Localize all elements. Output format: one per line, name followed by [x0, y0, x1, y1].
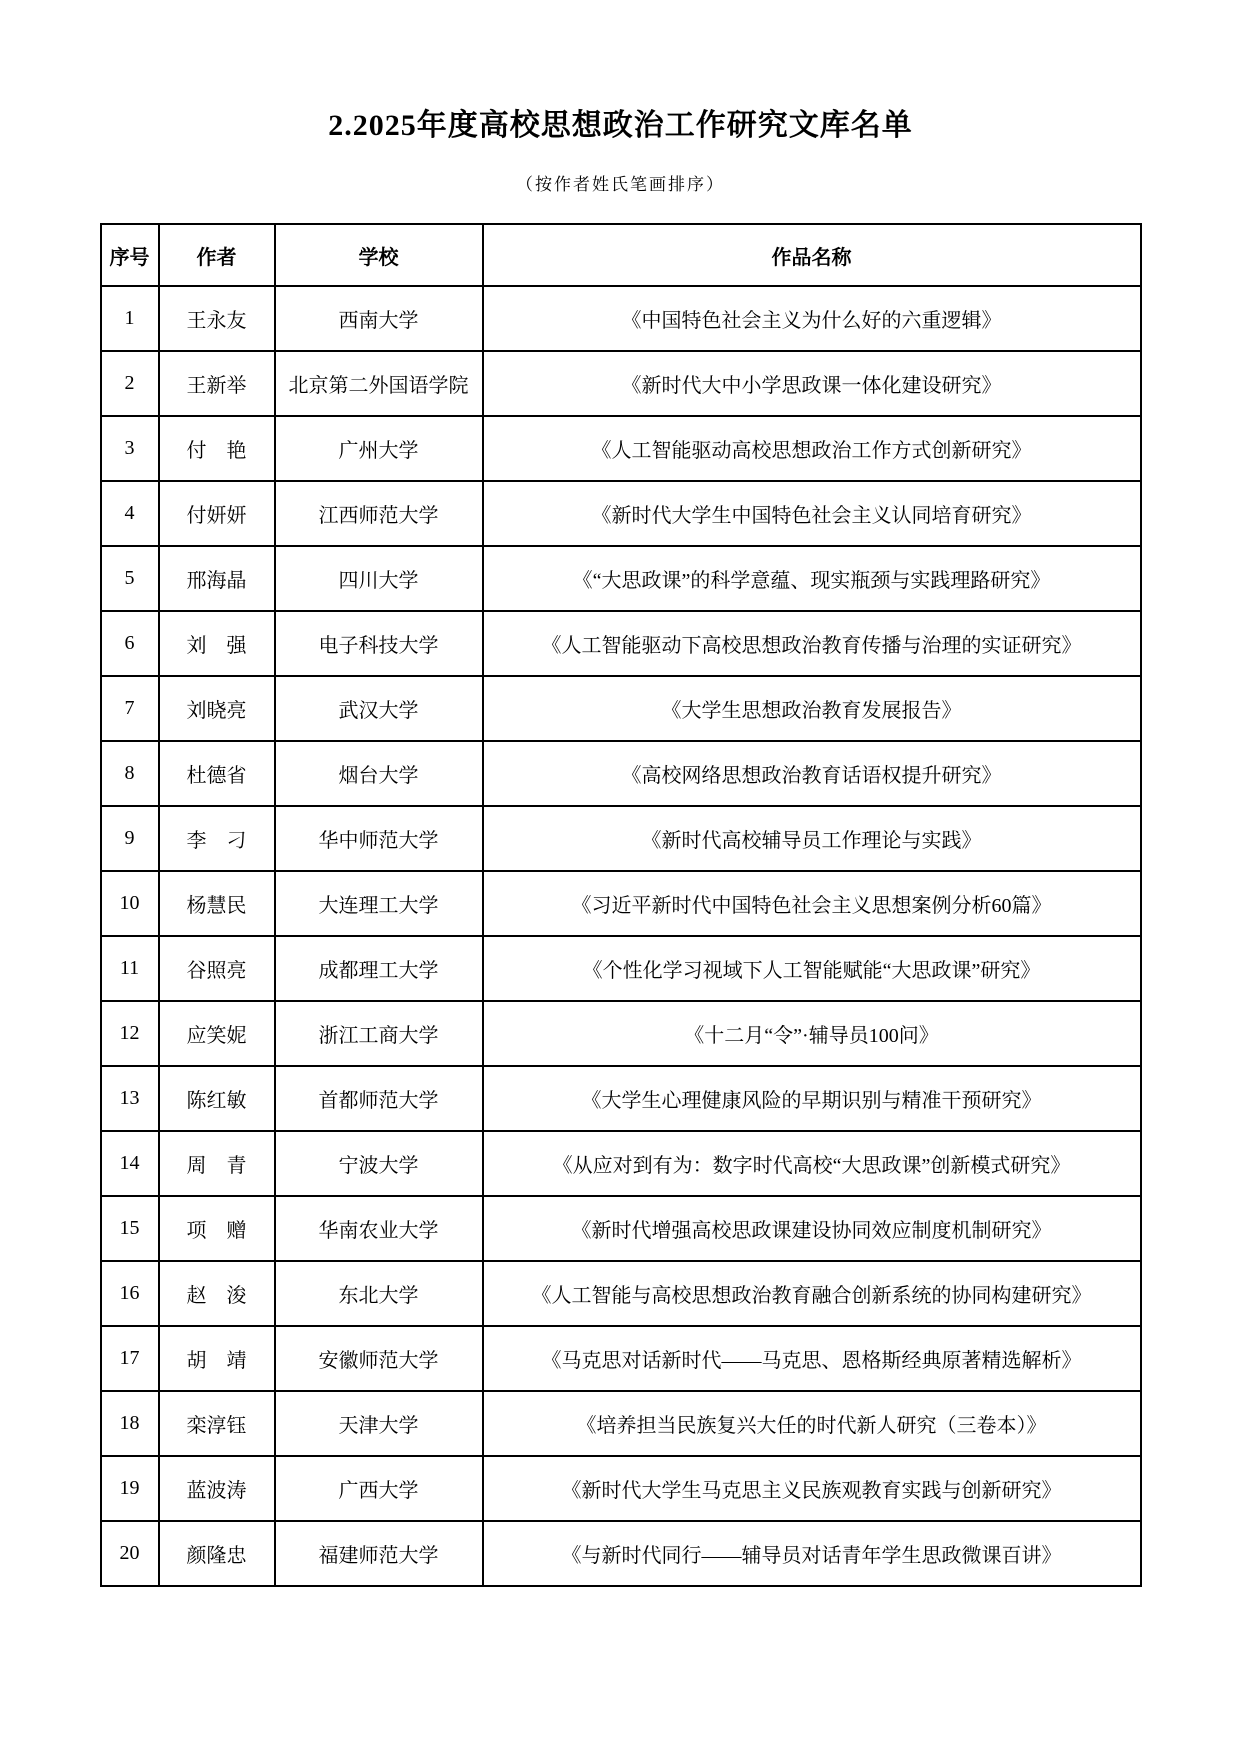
table-row — [101, 1456, 1141, 1521]
work-cell: 《大学生心理健康风险的早期识别与精准干预研究》 — [483, 1066, 1141, 1131]
row-number-cell: 15 — [101, 1196, 159, 1261]
row-number-cell: 3 — [101, 416, 159, 481]
school-cell: 广州大学 — [275, 416, 483, 481]
work-cell: 《人工智能与高校思想政治教育融合创新系统的协同构建研究》 — [483, 1261, 1141, 1326]
school-cell: 四川大学 — [275, 546, 483, 611]
table-row — [101, 546, 1141, 611]
table-row — [101, 416, 1141, 481]
table-row — [101, 936, 1141, 1001]
school-cell: 江西师范大学 — [275, 481, 483, 546]
author-cell: 李 刁 — [159, 806, 275, 871]
work-cell: 《习近平新时代中国特色社会主义思想案例分析60篇》 — [483, 871, 1141, 936]
table-row — [101, 1131, 1141, 1196]
school-cell: 华中师范大学 — [275, 806, 483, 871]
table-row — [101, 1326, 1141, 1391]
table-row — [101, 1391, 1141, 1456]
row-number-cell: 1 — [101, 286, 159, 351]
author-cell: 项 赠 — [159, 1196, 275, 1261]
table-row — [101, 351, 1141, 416]
school-cell: 首都师范大学 — [275, 1066, 483, 1131]
author-cell: 刘 强 — [159, 611, 275, 676]
table-row — [101, 871, 1141, 936]
school-cell: 天津大学 — [275, 1391, 483, 1456]
table-row — [101, 1001, 1141, 1066]
table-row — [101, 611, 1141, 676]
author-cell: 付妍妍 — [159, 481, 275, 546]
row-number-cell: 8 — [101, 741, 159, 806]
row-number-cell: 11 — [101, 936, 159, 1001]
school-cell: 宁波大学 — [275, 1131, 483, 1196]
row-number-cell: 14 — [101, 1131, 159, 1196]
work-cell: 《新时代大学生中国特色社会主义认同培育研究》 — [483, 481, 1141, 546]
work-cell: 《新时代高校辅导员工作理论与实践》 — [483, 806, 1141, 871]
row-number-cell: 10 — [101, 871, 159, 936]
table-row — [101, 676, 1141, 741]
author-cell: 王永友 — [159, 286, 275, 351]
author-cell: 王新举 — [159, 351, 275, 416]
row-number-cell: 6 — [101, 611, 159, 676]
work-cell: 《新时代大学生马克思主义民族观教育实践与创新研究》 — [483, 1456, 1141, 1521]
page-title: 2.2025年度高校思想政治工作研究文库名单 — [328, 109, 913, 142]
author-cell: 邢海晶 — [159, 546, 275, 611]
author-cell: 谷照亮 — [159, 936, 275, 1001]
author-cell: 应笑妮 — [159, 1001, 275, 1066]
table-row — [101, 1066, 1141, 1131]
author-cell: 刘晓亮 — [159, 676, 275, 741]
work-cell: 《个性化学习视域下人工智能赋能“大思政课”研究》 — [483, 936, 1141, 1001]
school-cell: 福建师范大学 — [275, 1521, 483, 1586]
table-row — [101, 1521, 1141, 1586]
school-cell: 大连理工大学 — [275, 871, 483, 936]
row-number-cell: 20 — [101, 1521, 159, 1586]
school-cell: 北京第二外国语学院 — [275, 351, 483, 416]
work-cell: 《“大思政课”的科学意蕴、现实瓶颈与实践理路研究》 — [483, 546, 1141, 611]
table-row — [101, 481, 1141, 546]
work-cell: 《培养担当民族复兴大任的时代新人研究（三卷本）》 — [483, 1391, 1141, 1456]
row-number-cell: 19 — [101, 1456, 159, 1521]
work-cell: 《新时代增强高校思政课建设协同效应制度机制研究》 — [483, 1196, 1141, 1261]
work-cell: 《十二月“令”·辅导员100问》 — [483, 1001, 1141, 1066]
row-number-cell: 18 — [101, 1391, 159, 1456]
page-subtitle: （按作者姓氏笔画排序） — [516, 175, 725, 194]
work-cell: 《中国特色社会主义为什么好的六重逻辑》 — [483, 286, 1141, 351]
row-number-cell: 13 — [101, 1066, 159, 1131]
school-cell: 华南农业大学 — [275, 1196, 483, 1261]
table-row — [101, 741, 1141, 806]
school-cell: 广西大学 — [275, 1456, 483, 1521]
school-cell: 安徽师范大学 — [275, 1326, 483, 1391]
row-number-cell: 2 — [101, 351, 159, 416]
work-cell: 《人工智能驱动下高校思想政治教育传播与治理的实证研究》 — [483, 611, 1141, 676]
school-cell: 成都理工大学 — [275, 936, 483, 1001]
school-cell: 西南大学 — [275, 286, 483, 351]
table-row — [101, 1196, 1141, 1261]
table-header-row — [101, 224, 1141, 286]
work-cell: 《高校网络思想政治教育话语权提升研究》 — [483, 741, 1141, 806]
row-number-cell: 16 — [101, 1261, 159, 1326]
author-cell: 付 艳 — [159, 416, 275, 481]
row-number-cell: 17 — [101, 1326, 159, 1391]
author-cell: 颜隆忠 — [159, 1521, 275, 1586]
author-cell: 赵 浚 — [159, 1261, 275, 1326]
school-cell: 浙江工商大学 — [275, 1001, 483, 1066]
row-number-cell: 9 — [101, 806, 159, 871]
header-school: 学校 — [275, 224, 483, 286]
author-cell: 陈红敏 — [159, 1066, 275, 1131]
author-cell: 胡 靖 — [159, 1326, 275, 1391]
work-cell: 《马克思对话新时代——马克思、恩格斯经典原著精选解析》 — [483, 1326, 1141, 1391]
school-cell: 东北大学 — [275, 1261, 483, 1326]
table-body — [101, 286, 1141, 1586]
author-cell: 杨慧民 — [159, 871, 275, 936]
table-row — [101, 286, 1141, 351]
author-cell: 栾淳钰 — [159, 1391, 275, 1456]
author-cell: 杜德省 — [159, 741, 275, 806]
school-cell: 电子科技大学 — [275, 611, 483, 676]
table-row — [101, 806, 1141, 871]
row-number-cell: 12 — [101, 1001, 159, 1066]
table-row — [101, 1261, 1141, 1326]
school-cell: 武汉大学 — [275, 676, 483, 741]
row-number-cell: 7 — [101, 676, 159, 741]
header-row-number: 序号 — [101, 224, 159, 286]
work-cell: 《人工智能驱动高校思想政治工作方式创新研究》 — [483, 416, 1141, 481]
school-cell: 烟台大学 — [275, 741, 483, 806]
row-number-cell: 4 — [101, 481, 159, 546]
work-cell: 《新时代大中小学思政课一体化建设研究》 — [483, 351, 1141, 416]
work-cell: 《大学生思想政治教育发展报告》 — [483, 676, 1141, 741]
author-cell: 蓝波涛 — [159, 1456, 275, 1521]
author-cell: 周 青 — [159, 1131, 275, 1196]
work-cell: 《从应对到有为：数字时代高校“大思政课”创新模式研究》 — [483, 1131, 1141, 1196]
header-work-title: 作品名称 — [483, 224, 1141, 286]
works-table — [100, 223, 1142, 1587]
work-cell: 《与新时代同行——辅导员对话青年学生思政微课百讲》 — [483, 1521, 1141, 1586]
row-number-cell: 5 — [101, 546, 159, 611]
header-author: 作者 — [159, 224, 275, 286]
